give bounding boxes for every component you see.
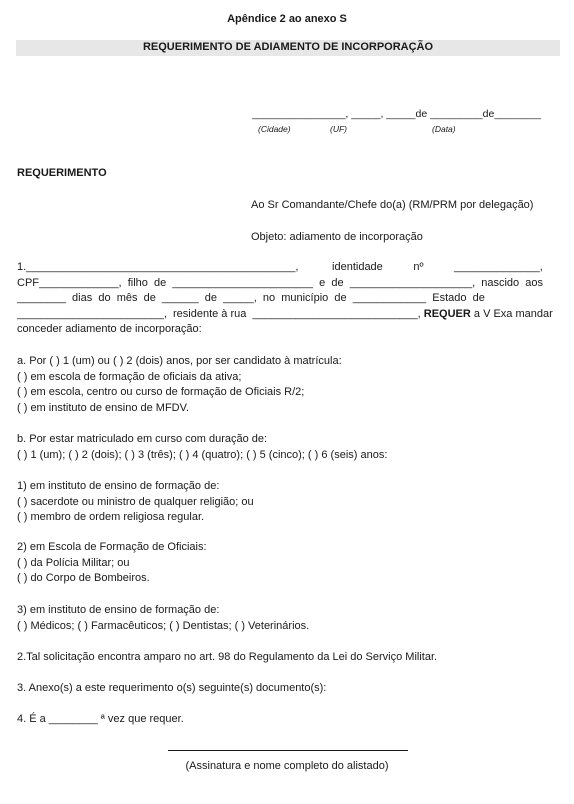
para3: 3. Anexo(s) a este requerimento o(s) seguinte(s) documento(s): (17, 682, 327, 694)
para1-line1: 1.____________________________________________, identidade nº ______________, (17, 261, 543, 273)
item-1-title: 1) em instituto de ensino de formação de: (17, 480, 220, 492)
objeto: Objeto: adiamento de incorporação (251, 231, 423, 243)
item-a-opt3: ( ) em instituto de ensino de MFDV. (17, 402, 190, 414)
addressee: Ao Sr Comandante/Chefe do(a) (RM/PRM por delegação) (251, 199, 534, 211)
item-2-opt2: ( ) do Corpo de Bombeiros. (17, 572, 150, 584)
item-1-opt2: ( ) membro de ordem religiosa regular. (17, 511, 205, 523)
para1-line4b: a V Exa mandar (470, 308, 553, 320)
item-1-opt1: ( ) sacerdote ou ministro de qualquer religião; ou (17, 496, 254, 508)
item-b-opts: ( ) 1 (um); ( ) 2 (dois); ( ) 3 (três); ( ) 4 (quatro); ( ) 5 (cinco); ( ) 6 (seis) anos: (17, 449, 388, 461)
label-uf: (UF) (330, 124, 347, 134)
item-a-opt1: ( ) em escola de formação de oficiais da ativa; (17, 371, 242, 383)
signature-line (168, 750, 408, 751)
signature-label: (Assinatura e nome completo do alistado) (185, 760, 389, 772)
item-3-title: 3) em instituto de ensino de formação de: (17, 604, 220, 616)
item-a-opt2: ( ) em escola, centro ou curso de formação de Oficiais R/2; (17, 386, 305, 398)
section-heading: REQUERIMENTO (17, 167, 107, 179)
item-2-opt1: ( ) da Polícia Militar; ou (17, 557, 130, 569)
requer-keyword: REQUER (423, 308, 471, 320)
para1-line3: ________ dias do mês de ______ de _____, no município de ____________ Estado de (17, 292, 485, 304)
appendix-header: Apêndice 2 ao anexo S (227, 13, 347, 25)
item-b-title: b. Por estar matriculado em curso com duração de: (17, 433, 268, 445)
para2: 2.Tal solicitação encontra amparo no art. 98 do Regulamento da Lei do Serviço Militar. (17, 651, 438, 663)
item-a-title: a. Por ( ) 1 (um) ou ( ) 2 (dois) anos, por ser candidato à matrícula: (17, 355, 342, 367)
para1-line4 (17, 308, 553, 320)
para4: 4. É a ________ ª vez que requer. (17, 713, 184, 725)
para1-line5: conceder adiamento de incorporação: (17, 323, 202, 335)
para1-line2: CPF_____________, filho de _______________________ e de ____________________, nascido aos (17, 277, 544, 289)
item-2-title: 2) em Escola de Formação de Oficiais: (17, 541, 207, 553)
label-cidade: (Cidade) (258, 124, 291, 134)
para1-line4a: ________________________, residente à rua ___________________________, (17, 308, 424, 320)
place-date-line: ________________, _____, _____de _________de________ (252, 108, 542, 120)
label-data: (Data) (432, 124, 456, 134)
document-title: REQUERIMENTO DE ADIAMENTO DE INCORPORAÇÃO (142, 41, 434, 53)
item-3-opts: ( ) Médicos; ( ) Farmacêuticos; ( ) Dentistas; ( ) Veterinários. (17, 620, 310, 632)
